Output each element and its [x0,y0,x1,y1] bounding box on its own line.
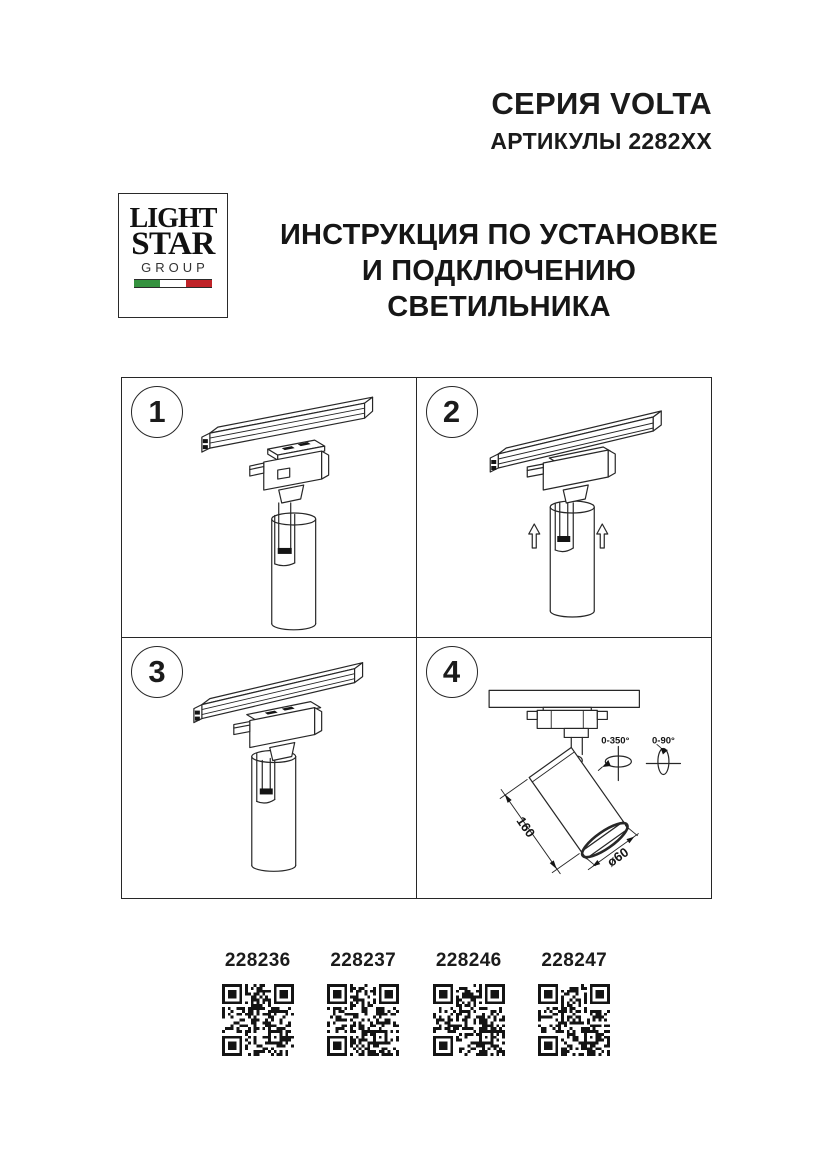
qr-code [327,984,399,1056]
step-number-badge: 2 [426,386,478,438]
flag-white [160,280,186,287]
lightstar-logo [118,193,228,318]
length-value: 160 [512,813,538,841]
article-code: 228237 [330,950,397,971]
page-title [258,217,740,325]
heading-line-2: И ПОДКЛЮЧЕНИЮ СВЕТИЛЬНИКА [361,255,637,323]
step-panel-3 [122,638,417,898]
mounting-stem [260,759,273,795]
article-item [205,950,311,1056]
logo-word-star: STAR [131,226,215,262]
flag-green [134,280,160,287]
installation-steps-grid [121,377,712,899]
article-item [416,950,522,1056]
series-title: СЕРИЯ VOLTA [491,86,712,121]
push-up-arrow-right [596,524,607,548]
italian-flag-icon [134,279,212,288]
flag-red [186,280,212,287]
rotation-h-value: 0-350° [600,735,629,747]
title-block [490,88,712,155]
article-code: 228246 [435,950,502,971]
article-codes-row [205,950,627,1056]
article-item [522,950,628,1056]
logo-word-light: LIGHT [129,203,217,234]
step-panel-4 [417,638,712,898]
logo-word-group: GROUP [141,260,209,275]
qr-code [222,984,294,1056]
ceiling-track-plate [489,690,639,707]
horizontal-rotation-icon [598,735,631,780]
lamp-cylinder [252,751,296,872]
tilted-lamp-cylinder [529,747,632,862]
step-number-badge: 1 [131,386,183,438]
rotation-v-value: 0-90° [651,735,675,747]
qr-code [433,984,505,1056]
qr-code [538,984,610,1056]
step-panel-2 [417,378,712,638]
track-rail [202,397,373,452]
article-code: 228247 [541,950,608,971]
track-adapter [250,440,329,503]
track-adapter [234,702,322,761]
push-up-arrow-left [528,524,539,548]
track-adapter [527,707,607,737]
lamp-cylinder [550,501,594,617]
step-number-badge: 3 [131,646,183,698]
step-panel-1 [122,378,417,638]
step-number-badge: 4 [426,646,478,698]
article-code: 228236 [224,950,291,971]
vertical-rotation-icon [646,735,680,774]
diameter-value: ø60 [603,844,631,870]
article-item [311,950,417,1056]
heading-line-1: ИНСТРУКЦИЯ ПО УСТАНОВКЕ [280,219,718,251]
articles-subtitle: АРТИКУЛЫ 2282XX [490,128,712,154]
mounting-stem [278,503,292,554]
